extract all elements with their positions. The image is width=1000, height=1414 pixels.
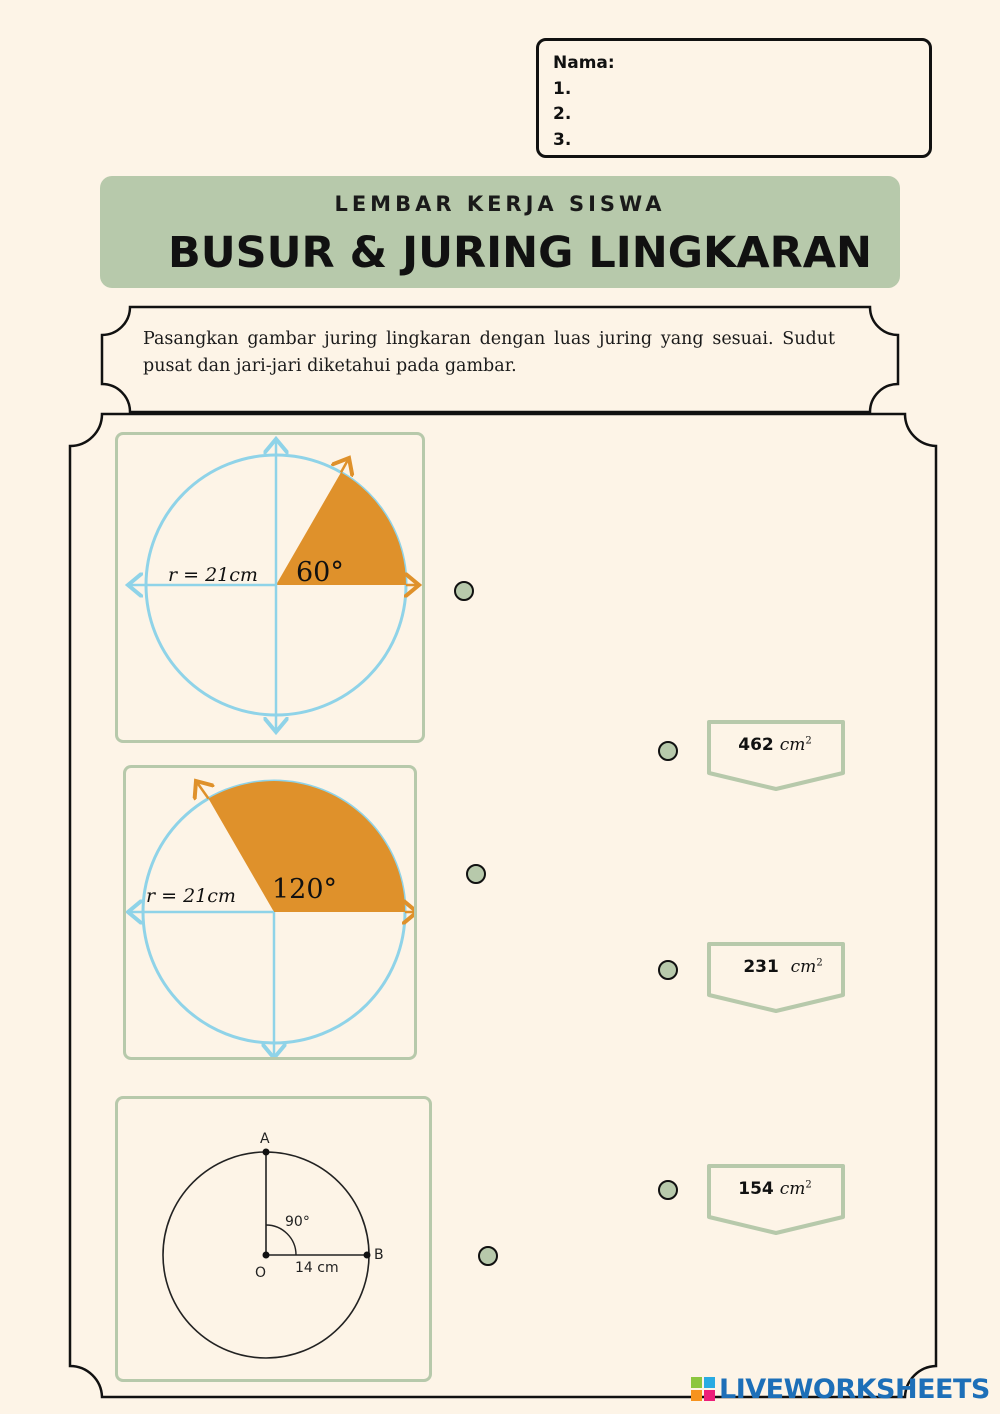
tag-shape <box>705 1163 847 1237</box>
answer-tag-3[interactable] <box>705 1163 847 1237</box>
point-a-label: A <box>260 1131 270 1147</box>
answer-1-connector-dot[interactable] <box>658 741 678 761</box>
tag-shape <box>705 719 847 793</box>
worksheet-title: BUSUR & JURING LINGKARAN <box>167 228 873 278</box>
name-line-1[interactable]: 1. <box>553 78 572 99</box>
name-line-2[interactable]: 2. <box>553 104 572 124</box>
figure-3-connector-dot[interactable] <box>478 1246 498 1266</box>
radius-label-1: r = 21cm <box>168 564 258 586</box>
point-b-label: B <box>374 1247 384 1263</box>
sector-diagram-90 <box>118 1099 432 1382</box>
figure-card-2[interactable] <box>123 765 417 1060</box>
answer-tag-2[interactable] <box>705 941 847 1015</box>
point-o-label: O <box>255 1265 267 1281</box>
angle-label-90: 90° <box>285 1214 310 1230</box>
answer-tag-1[interactable] <box>705 719 847 793</box>
figure-card-3[interactable] <box>115 1096 432 1382</box>
sector-diagram-120 <box>126 768 417 1060</box>
worksheet-subtitle: LEMBAR KERJA SISWA <box>334 192 666 216</box>
figure-1-connector-dot[interactable] <box>454 581 474 601</box>
answer-value-2: 231 $cm^2$ <box>743 957 823 977</box>
answer-3-connector-dot[interactable] <box>658 1180 678 1200</box>
answer-2-connector-dot[interactable] <box>658 960 678 980</box>
figure-2-connector-dot[interactable] <box>466 864 486 884</box>
radius-label-3: 14 cm <box>295 1260 339 1276</box>
liveworksheets-icon <box>691 1377 717 1403</box>
answer-value-3: 154 $cm^2$ <box>738 1179 812 1199</box>
tag-shape <box>705 941 847 1015</box>
name-line-3[interactable]: 3. <box>553 129 572 150</box>
instruction-text: Pasangkan gambar juring lingkaran dengan luas juring yang sesuai. Sudut pusat dan jari-jari diketahui pada gambar. <box>143 329 835 376</box>
sector-diagram-60 <box>118 435 425 743</box>
angle-label-120: 120° <box>272 874 338 905</box>
angle-label-60: 60° <box>296 557 344 588</box>
liveworksheets-wordmark: LIVEWORKSHEETS <box>719 1374 990 1405</box>
name-label: Nama: <box>553 53 615 73</box>
figure-card-1[interactable] <box>115 432 425 743</box>
answer-value-1: 462 $cm^2$ <box>738 735 812 755</box>
radius-label-2: r = 21cm <box>146 885 236 907</box>
